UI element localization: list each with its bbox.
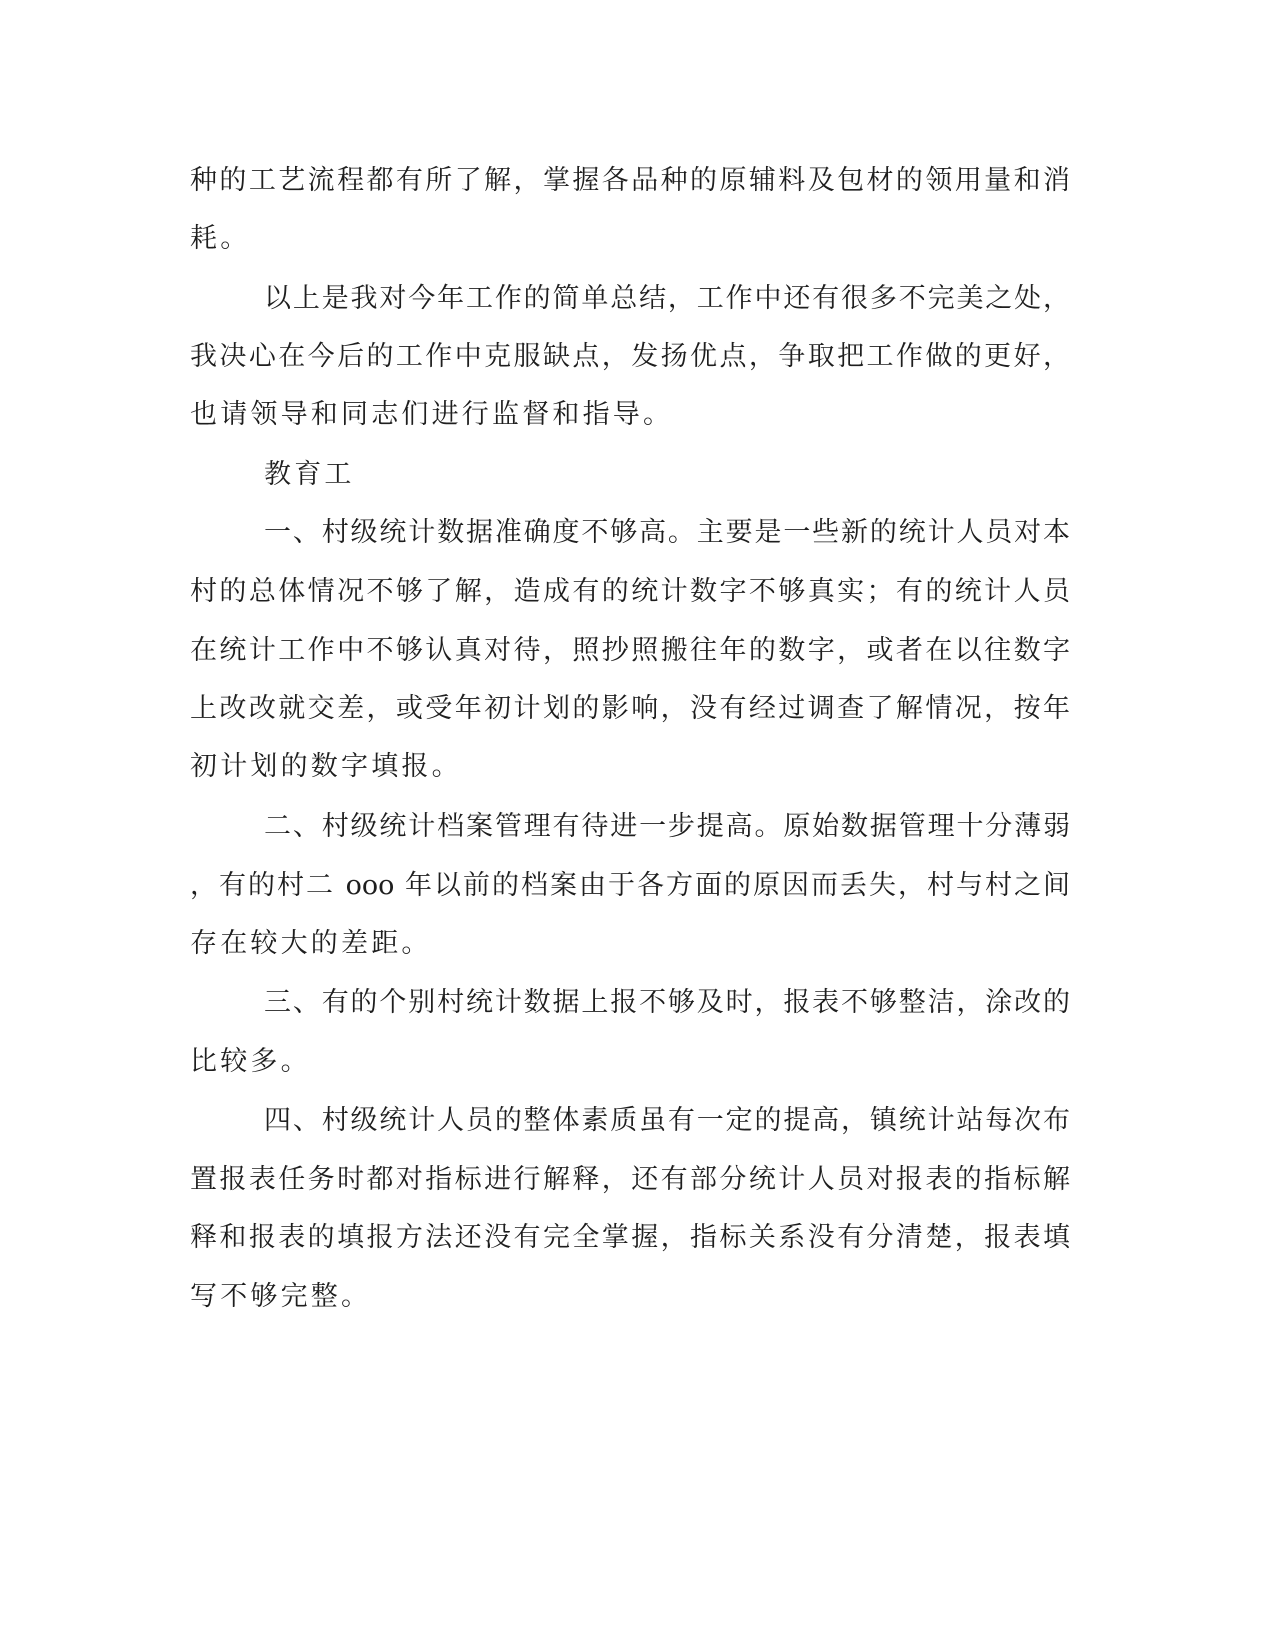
text-line: 一、村级统计数据准确度不够高。主要是一些新的统计人员对本 <box>264 517 1070 548</box>
text-line: 我决心在今后的工作中克服缺点，发扬优点，争取把工作做的更好， <box>190 341 1070 372</box>
text-line: 四、村级统计人员的整体素质虽有一定的提高，镇统计站每次布 <box>264 1105 1070 1136</box>
text-line: 置报表任务时都对指标进行解释，还有部分统计人员对报表的指标解 <box>190 1164 1070 1195</box>
text-line: ，有的村二 ooo 年以前的档案由于各方面的原因而丢失，村与村之间 <box>190 870 1070 901</box>
text-line: 写不够完整。 <box>190 1281 372 1312</box>
text-line: 比较多。 <box>190 1046 311 1077</box>
section-heading: 教育工 <box>264 459 355 490</box>
text-line: 也请领导和同志们进行监督和指导。 <box>190 399 674 430</box>
text-line: 耗。 <box>190 223 251 254</box>
text-line: 释和报表的填报方法还没有完全掌握，指标关系没有分清楚，报表填 <box>190 1222 1070 1253</box>
text-line: 以上是我对今年工作的简单总结，工作中还有很多不完美之处， <box>264 283 1070 314</box>
text-line: 二、村级统计档案管理有待进一步提高。原始数据管理十分薄弱 <box>264 811 1070 842</box>
text-line: 种的工艺流程都有所了解，掌握各品种的原辅料及包材的领用量和消 <box>190 165 1070 196</box>
text-line: 三、有的个别村统计数据上报不够及时，报表不够整洁，涂改的 <box>264 987 1070 1018</box>
text-line: 村的总体情况不够了解，造成有的统计数字不够真实；有的统计人员 <box>190 576 1070 607</box>
text-line: 在统计工作中不够认真对待，照抄照搬往年的数字，或者在以往数字 <box>190 635 1070 666</box>
text-line: 上改改就交差，或受年初计划的影响，没有经过调查了解情况，按年 <box>190 693 1070 724</box>
text-line: 初计划的数字填报。 <box>190 751 462 782</box>
text-line: 存在较大的差距。 <box>190 928 432 959</box>
